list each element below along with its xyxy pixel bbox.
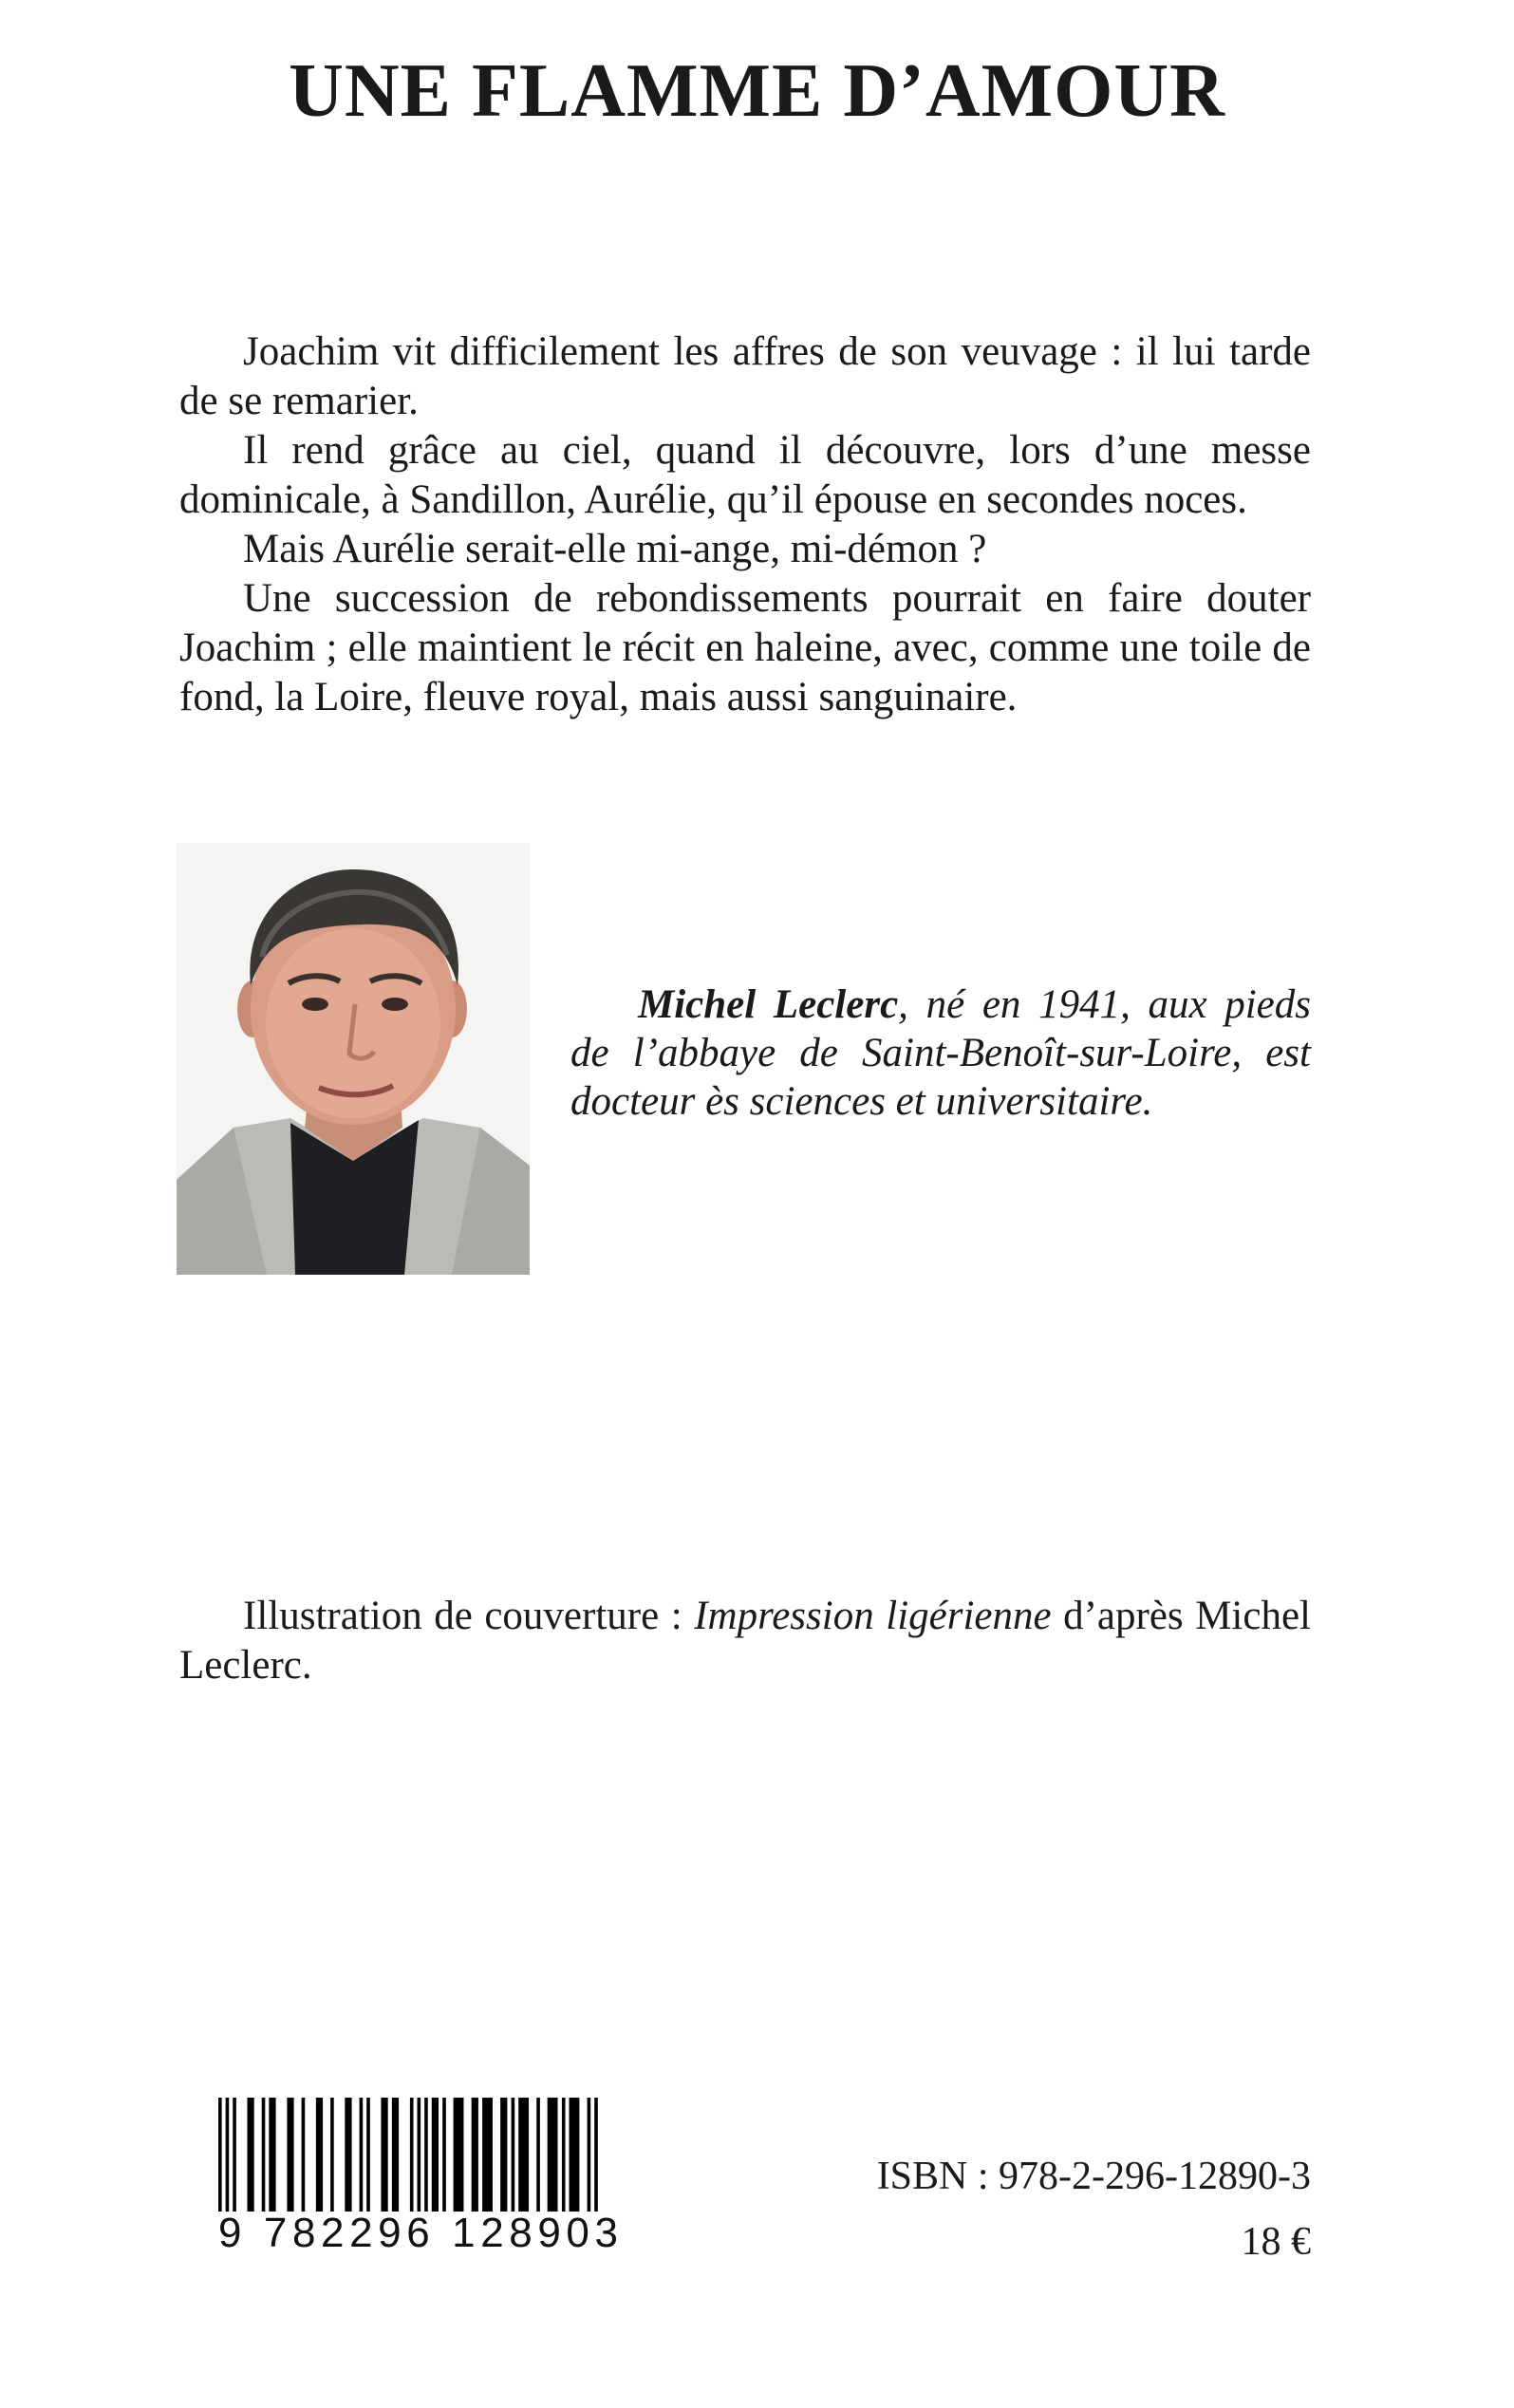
blurb-paragraph: Il rend grâce au ciel, quand il découvre, lors d’une messe dominicale, à Sandillon, Aurélie, qu’il épouse en secondes noces. bbox=[179, 428, 1311, 522]
blurb-paragraph: Joachim vit difficilement les affres de son veuvage : il lui tarde de se remarier. bbox=[179, 329, 1311, 423]
barcode-bar bbox=[247, 2098, 253, 2212]
book-title: UNE FLAMME D’AMOUR bbox=[289, 49, 1225, 133]
barcode-bar bbox=[418, 2098, 421, 2212]
barcode-bar bbox=[588, 2098, 591, 2212]
barcode-bar bbox=[536, 2098, 540, 2212]
barcode-bar bbox=[345, 2098, 351, 2212]
barcode-bar bbox=[381, 2098, 387, 2212]
barcode-bar bbox=[392, 2098, 399, 2212]
illustration-work-title: Impression ligérienne bbox=[694, 1594, 1052, 1638]
barcode-bar bbox=[424, 2098, 428, 2212]
author-bio-text: , né en 1941, aux pieds de l’abbaye de Saint-Benoît-sur-Loire, est docteur ès sciences et universitaire. bbox=[570, 982, 1311, 1124]
barcode-bar bbox=[302, 2098, 306, 2212]
author-bio bbox=[570, 980, 1311, 1126]
blurb-paragraph: Mais Aurélie serait-elle mi-ange, mi-démon ? bbox=[243, 527, 987, 571]
barcode-bar bbox=[330, 2098, 334, 2212]
barcode-number: 9 782296 128903 bbox=[218, 2210, 624, 2256]
barcode-bar bbox=[472, 2098, 478, 2212]
barcode-bar bbox=[594, 2098, 598, 2212]
barcode-bar bbox=[287, 2098, 293, 2212]
barcode-bar bbox=[262, 2098, 266, 2212]
barcode-bar bbox=[500, 2098, 507, 2212]
barcode-bar bbox=[432, 2098, 439, 2212]
author-name: Michel Leclerc bbox=[638, 982, 899, 1027]
barcode-bar bbox=[410, 2098, 414, 2212]
back-cover-blurb bbox=[179, 327, 1311, 722]
price: 18 € bbox=[1241, 2220, 1311, 2264]
barcode-bar bbox=[360, 2098, 364, 2212]
barcode-bar bbox=[269, 2098, 275, 2212]
isbn: ISBN : 978-2-296-12890-3 bbox=[876, 2155, 1311, 2198]
barcode-icon bbox=[218, 2098, 598, 2212]
illustration-suffix: d’après Michel Leclerc. bbox=[179, 1594, 1311, 1688]
barcode-bar bbox=[442, 2098, 446, 2212]
cover-illustration-credit bbox=[179, 1592, 1311, 1690]
barcode-bar bbox=[562, 2098, 566, 2212]
author-portrait-icon bbox=[177, 843, 530, 1275]
barcode-bar bbox=[226, 2098, 230, 2212]
barcode-bar bbox=[512, 2098, 515, 2212]
barcode-bar bbox=[482, 2098, 493, 2212]
barcode-bar bbox=[518, 2098, 529, 2212]
barcode-bar bbox=[316, 2098, 323, 2212]
barcode-bar bbox=[454, 2098, 464, 2212]
author-photo bbox=[177, 843, 530, 1275]
barcode-bar bbox=[548, 2098, 558, 2212]
barcode-bar bbox=[570, 2098, 580, 2212]
blurb-paragraph: Une succession de rebondissements pourrait en faire douter Joachim ; elle maintient le récit en haleine, avec, comme une toile de fond, la Loire, fleuve royal, mais aussi sanguinaire. bbox=[179, 576, 1311, 719]
barcode-bar bbox=[233, 2098, 236, 2212]
barcode-bar bbox=[366, 2098, 370, 2212]
barcode-bar bbox=[218, 2098, 222, 2212]
illustration-prefix: Illustration de couverture : bbox=[243, 1594, 695, 1638]
